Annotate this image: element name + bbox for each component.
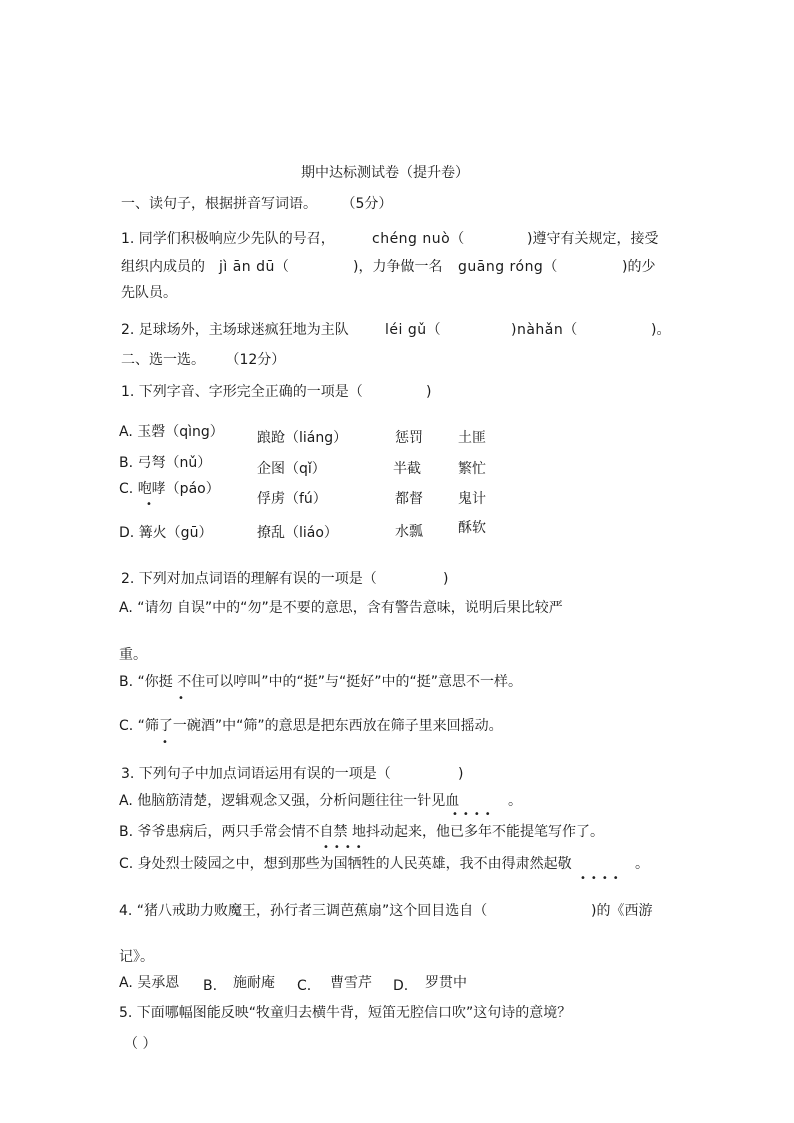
section1-heading [121, 194, 392, 214]
s2-q1-stem: 1. 下列字音、字形完全正确的一项是（ [121, 384, 363, 400]
s1-q1-line2-end: )的少 [622, 259, 656, 275]
emphasis-dot: • [162, 737, 173, 748]
s2-q1-a-w2: 踉跄（liáng） [257, 430, 348, 446]
s2-q2-stem: 2. 下列对加点词语的理解有误的一项是（ [121, 571, 377, 587]
s2-q4-opt-b-label: B. [203, 978, 218, 994]
s2-q2-c: C. “筛了一碗酒”中“筛”的意思是把东西放在筛子里来回摇动。 [119, 718, 503, 734]
section1-heading-text: 一、读句子，根据拼音写词语。 [121, 196, 317, 212]
s2-q1-b-w3: 半截 [393, 461, 421, 477]
s2-q1-stem-end: ) [426, 384, 432, 400]
s2-q3-a-end: 。 [508, 793, 522, 809]
s1-q2-end: )。 [651, 322, 671, 338]
s2-q5-answer: （ ） [124, 1036, 157, 1052]
emphasis-dot: • [178, 693, 189, 704]
s2-q3-stem-end: ) [458, 766, 464, 782]
section2-score: （12分） [225, 352, 286, 368]
s1-q2-pinyin1: léi gǔ（ [385, 322, 442, 338]
s2-q4-opt-b: 施耐庵 [233, 975, 275, 991]
s1-q1-line2-text: 组织内成员的 [121, 259, 205, 275]
s2-q4-opt-a: A. 吴承恩 [119, 975, 180, 991]
s2-q1-a-w3: 惩罚 [395, 430, 423, 446]
s2-q3-c-end: 。 [635, 856, 649, 872]
s2-q2-stem-end: ) [443, 571, 449, 587]
s2-q1-d-w2: 撩乱（liáo） [257, 525, 338, 541]
s2-q4-opt-d: 罗贯中 [425, 975, 467, 991]
section2-heading-text: 二、选一选。 [121, 352, 205, 368]
s1-q2-text: 2. 足球场外，主场球迷疯狂地为主队 [121, 322, 349, 338]
s2-q1-b-w2: 企图（qǐ） [257, 461, 326, 477]
s2-q4-opt-d-label: D. [393, 978, 409, 994]
s1-q1-pinyin3: guāng róng（ [458, 259, 558, 275]
s2-q1-b-w1: B. 弓弩（nǔ） [119, 455, 212, 471]
s2-q3-a: A. 他脑筋清楚，逻辑观念又强，分析问题往往一针见血 [119, 793, 460, 809]
s2-q1-d-w1: D. 篝火（gū） [119, 525, 213, 541]
emphasis-dots: •••• [580, 873, 624, 884]
s2-q1-d-w3: 水瓢 [395, 524, 423, 540]
s2-q4-line2: 记》。 [119, 949, 154, 965]
s2-q1-a-w1: A. 玉磬（qìng） [119, 424, 224, 440]
s2-q5-stem: 5. 下面哪幅图能反映“牧童归去横牛背，短笛无腔信口吹”这句诗的意境？ [119, 1005, 572, 1021]
s1-q1-line3: 先队员。 [121, 285, 177, 301]
section1-score: （5分） [341, 196, 393, 212]
emphasis-dots: •••• [452, 809, 496, 820]
emphasis-dot: • [146, 499, 157, 510]
s2-q1-c-w4: 鬼计 [458, 491, 486, 507]
s2-q4-opt-c: 曹雪芹 [330, 975, 372, 991]
s1-q1-line1-text: 1. 同学们积极响应少先队的号召， [121, 231, 335, 247]
s2-q4-stem: 4. “猪八戒助力败魔王，孙行者三调芭蕉扇”这个回目选自（ [119, 903, 488, 919]
s2-q3-b: B. 爷爷患病后，两只手常会情不自禁 地抖动起来，他已多年不能提笔写作了。 [119, 824, 604, 840]
s2-q1-c-w2: 俘虏（fú） [257, 491, 327, 507]
emphasis-dots: •••• [323, 842, 367, 853]
s2-q4-opt-c-label: C. [297, 978, 312, 994]
s2-q1-a-w4: 土匪 [458, 430, 486, 446]
s2-q3-stem: 3. 下列句子中加点词语运用有误的一项是（ [121, 766, 391, 782]
s2-q2-a-line1: A. “请勿 自误”中的“勿”是不要的意思，含有警告意味，说明后果比较严 [119, 600, 563, 616]
s1-q1-line1-end: )遵守有关规定，接受 [527, 231, 659, 247]
s2-q4-stem-end: )的《西游 [591, 903, 653, 919]
s1-q1-line2-mid: )，力争做一名 [353, 259, 443, 275]
s2-q3-c: C. 身处烈士陵园之中，想到那些为国牺牲的人民英雄，我不由得肃然起敬 [119, 856, 572, 872]
s1-q2-pinyin2: )nàhǎn（ [511, 322, 578, 338]
s2-q1-c-w1: C. 咆哮（páo） [119, 481, 220, 497]
page-title: 期中达标测试卷（提升卷） [301, 165, 469, 181]
s1-q1-pinyin2: jì ān dū（ [219, 259, 290, 275]
section2-heading [121, 350, 285, 370]
s2-q2-b: B. “你挺 不住可以哼叫”中的“挺”与“挺好”中的“挺”意思不一样。 [119, 674, 522, 690]
s2-q1-c-w3: 都督 [395, 491, 423, 507]
s2-q1-d-w4: 酥软 [458, 520, 486, 536]
s2-q2-a-line2: 重。 [119, 647, 147, 663]
s2-q1-b-w4: 繁忙 [458, 461, 486, 477]
s1-q1-pinyin1: chéng nuò（ [372, 231, 465, 247]
s1-q1-line1 [121, 229, 335, 249]
